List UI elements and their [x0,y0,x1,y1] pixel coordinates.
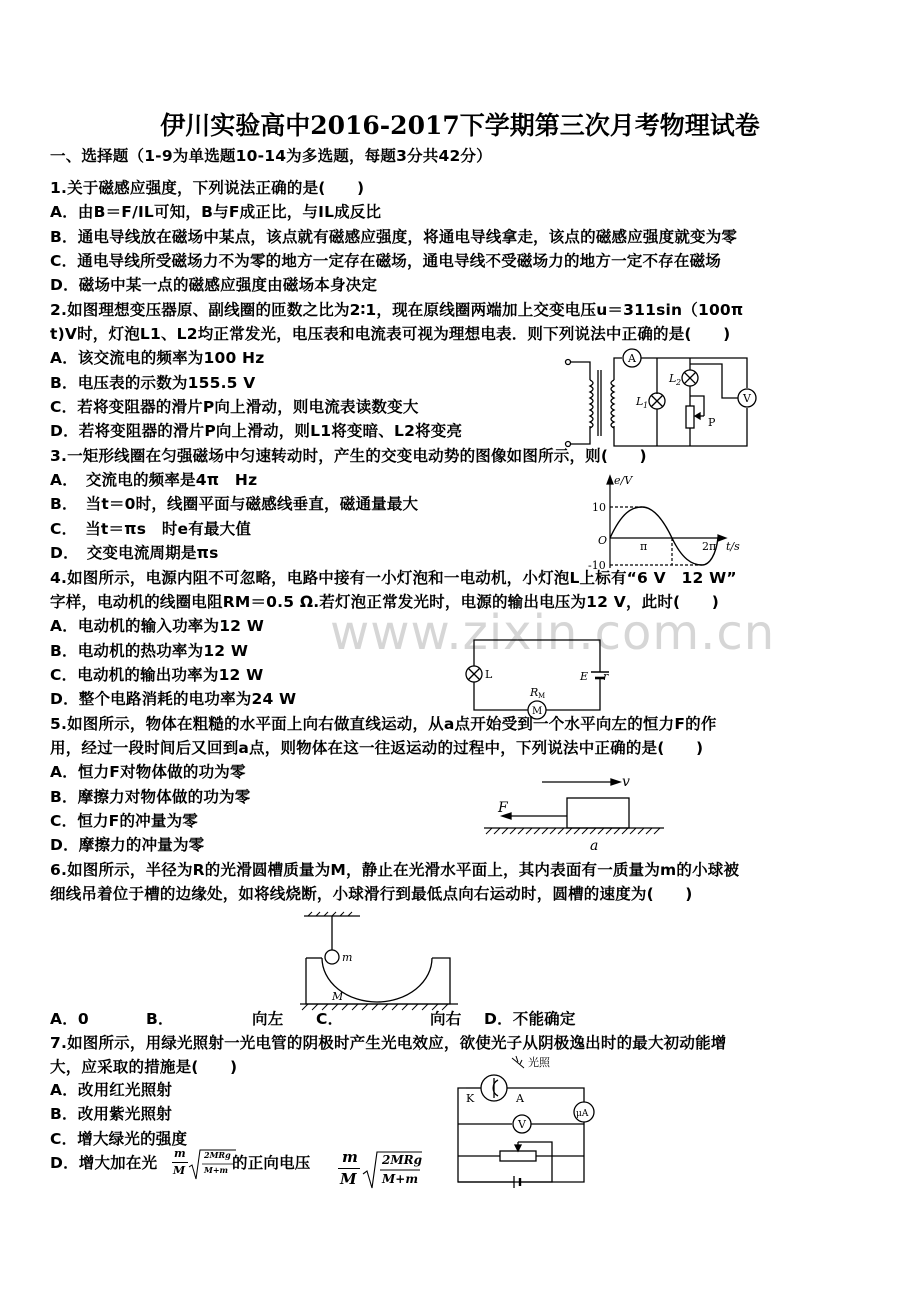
q2-slider-label: P [708,416,716,429]
q3-stem: 3.一矩形线圈在匀强磁场中匀速转动时，产生的交变电动势的图像如图所示，则( ) [50,447,647,465]
q3-ylabel: e/V [614,474,633,487]
q7-light-label: 光照 [528,1056,550,1069]
q6-stem-line2: 细线吊着位于槽的边缘处，如将线烧断，小球滑行到最低点向右运动时，圆槽的速度为( ) [50,885,693,903]
q6-answer-formula [338,1150,422,1192]
q7-option-b: B．改用紫光照射 [50,1105,172,1123]
formula-small-num: m [174,1147,186,1160]
q6-stem-line1: 6.如图所示，半径为R的光滑圆槽质量为M，静止在光滑水平面上，其内表面有一质量为m的小球被 [50,861,740,879]
q4-circuit-diagram [460,636,610,722]
q2-lamp2-sub: 2 [676,378,682,387]
q6-option-b: B． [146,1010,174,1028]
q2-transformer-diagram [562,350,772,450]
q5-option-c: C．恒力F的冲量为零 [50,812,198,830]
q2-voltmeter-label: V [743,392,751,405]
q7-anode-label: A [516,1092,524,1105]
q7-inline-formula [172,1148,236,1182]
q4-option-c: C．电动机的输出功率为12 W [50,666,264,684]
q4-motor-resistance-label: R [530,686,539,699]
q7-stem-line1: 7.如图所示，用绿光照射一光电管的阴极时产生光电效应，欲使光子从阴极逸出时的最大初动能增 [50,1034,727,1052]
q4-lamp-label: L [485,668,493,681]
q6-ball-label: m [342,951,353,964]
q6-groove-label: M [332,990,344,1003]
q2-lamp2-label: L [669,372,677,385]
q7-microammeter-label: μA [576,1109,589,1119]
page-title: 伊川实验高中2016-2017下学期第三次月考物理试卷 [160,111,760,140]
q4-option-d: D．整个电路消耗的电功率为24 W [50,690,297,708]
q4-motor-resistance-sub: M [538,692,546,700]
q6-option-c-direction: 向右 [430,1010,462,1028]
q3-origin-label: O [598,534,608,547]
q5-option-b: B．摩擦力对物体做的功为零 [50,788,251,806]
q2-option-c: C．若将变阻器的滑片P向上滑动，则电流表读数变大 [50,398,419,416]
q4-option-a: A．电动机的输入功率为12 W [50,617,265,635]
q4-stem-line2: 字样，电动机的线圈电阻RM＝0.5 Ω.若灯泡正常发光时，电源的输出电压为12 V，此时( ) [50,593,720,611]
q1-option-a: A．由B＝F/IL可知，B与F成正比，与IL成反比 [50,203,382,221]
q2-stem-line2: t)V时，灯泡L1、L2均正常发光，电压表和电流表可视为理想电表．则下列说法中正确的是( ) [50,325,731,343]
q3-tick-2pi: 2π [702,540,717,553]
q4-internal-resistance-label: r [603,670,609,683]
q3-ymin-label: -10 [588,559,606,572]
q3-ymax-label: 10 [592,501,606,514]
q3-tick-pi: π [640,540,648,553]
q5-option-a: A．恒力F对物体做的功为零 [50,763,246,781]
formula-large-rad-den: M+m [382,1172,419,1186]
q1-option-c: C．通电导线所受磁场力不为零的地方一定存在磁场，通电导线不受磁场力的地方一定不存在磁场 [50,252,721,270]
q5-force-label: F [498,800,508,816]
q2-option-d: D．若将变阻器的滑片P向上滑动，则L1将变暗、L2将变亮 [50,422,463,440]
formula-large-num: m [342,1148,358,1166]
q6-option-d: D．不能确定 [484,1010,576,1028]
q4-stem-line1: 4.如图所示，电源内阻不可忽略，电路中接有一小灯泡和一电动机，小灯泡L上标有“6 V 12 W” [50,569,737,587]
q7-stem-line2: 大，应采取的措施是( ) [50,1058,238,1076]
q2-lamp1-label: L [636,395,644,408]
formula-small-rad-den: M+m [204,1165,229,1175]
q3-option-a: A． 交流电的频率是4π Hz [50,471,258,489]
q7-option-c: C．增大绿光的强度 [50,1130,188,1148]
formula-small-rad-num: 2MRg [204,1150,231,1160]
q4-motor-symbol: M [532,706,543,717]
q2-ammeter-label: A [628,352,636,365]
q7-option-d-start: D．增大加在光 [50,1154,158,1172]
q5-stem-line2: 用，经过一段时间后又回到a点，则物体在这一往返运动的过程中，下列说法中正确的是( ) [50,739,704,757]
q7-voltmeter-label: V [518,1118,526,1131]
q3-xlabel: t/s [726,540,740,553]
q5-option-d: D．摩擦力的冲量为零 [50,836,205,854]
q7-cathode-label: K [466,1092,475,1105]
watermark: www.zixin.com.cn [330,605,776,661]
q3-emf-graph [588,472,748,572]
q4-source-label: E [580,670,589,683]
q1-option-d: D．磁场中某一点的磁感应强度由磁场本身决定 [50,276,378,294]
q2-option-a: A．该交流电的频率为100 Hz [50,349,265,367]
q2-option-b: B．电压表的示数为155.5 V [50,374,256,392]
q3-option-b: B． 当t＝0时，线圈平面与磁感线垂直，磁通量最大 [50,495,419,513]
q1-stem: 1.关于磁感应强度，下列说法正确的是( ) [50,179,365,197]
section-heading: 一、选择题（1-9为单选题10-14为多选题，每题3分共42分） [50,147,492,165]
q7-option-a: A．改用红光照射 [50,1081,173,1099]
q1-option-b: B．通电导线放在磁场中某点，该点就有磁感应强度，将通电导线拿走，该点的磁感应强度就变为零 [50,228,738,246]
q6-groove-diagram [300,912,460,1012]
formula-large-den: M [340,1170,357,1188]
q6-option-a: A．0 [50,1010,89,1028]
q3-option-d: D． 交变电流周期是πs [50,544,219,562]
q3-option-c: C． 当t＝πs 时e有最大值 [50,520,252,538]
q6-option-b-direction: 向左 [252,1010,284,1028]
q4-option-b: B．电动机的热功率为12 W [50,642,249,660]
q7-photocell-diagram [452,1052,600,1184]
formula-large-rad-num: 2MRg [382,1153,422,1167]
q2-lamp1-sub: 1 [643,401,649,410]
q5-stem-line1: 5.如图所示，物体在粗糙的水平面上向右做直线运动，从a点开始受到一个水平向左的恒力F的作 [50,715,717,733]
q7-option-d-end: 的正向电压 [232,1154,311,1172]
formula-small-den: M [173,1164,186,1177]
q5-point-label: a [590,838,599,854]
q6-option-c: C． [316,1010,344,1028]
q5-block-diagram [478,772,670,854]
q2-stem-line1: 2.如图理想变压器原、副线圈的匝数之比为2∶1，现在原线圈两端加上交变电压u＝311sin（100π [50,301,744,319]
q5-velocity-label: v [622,774,630,790]
